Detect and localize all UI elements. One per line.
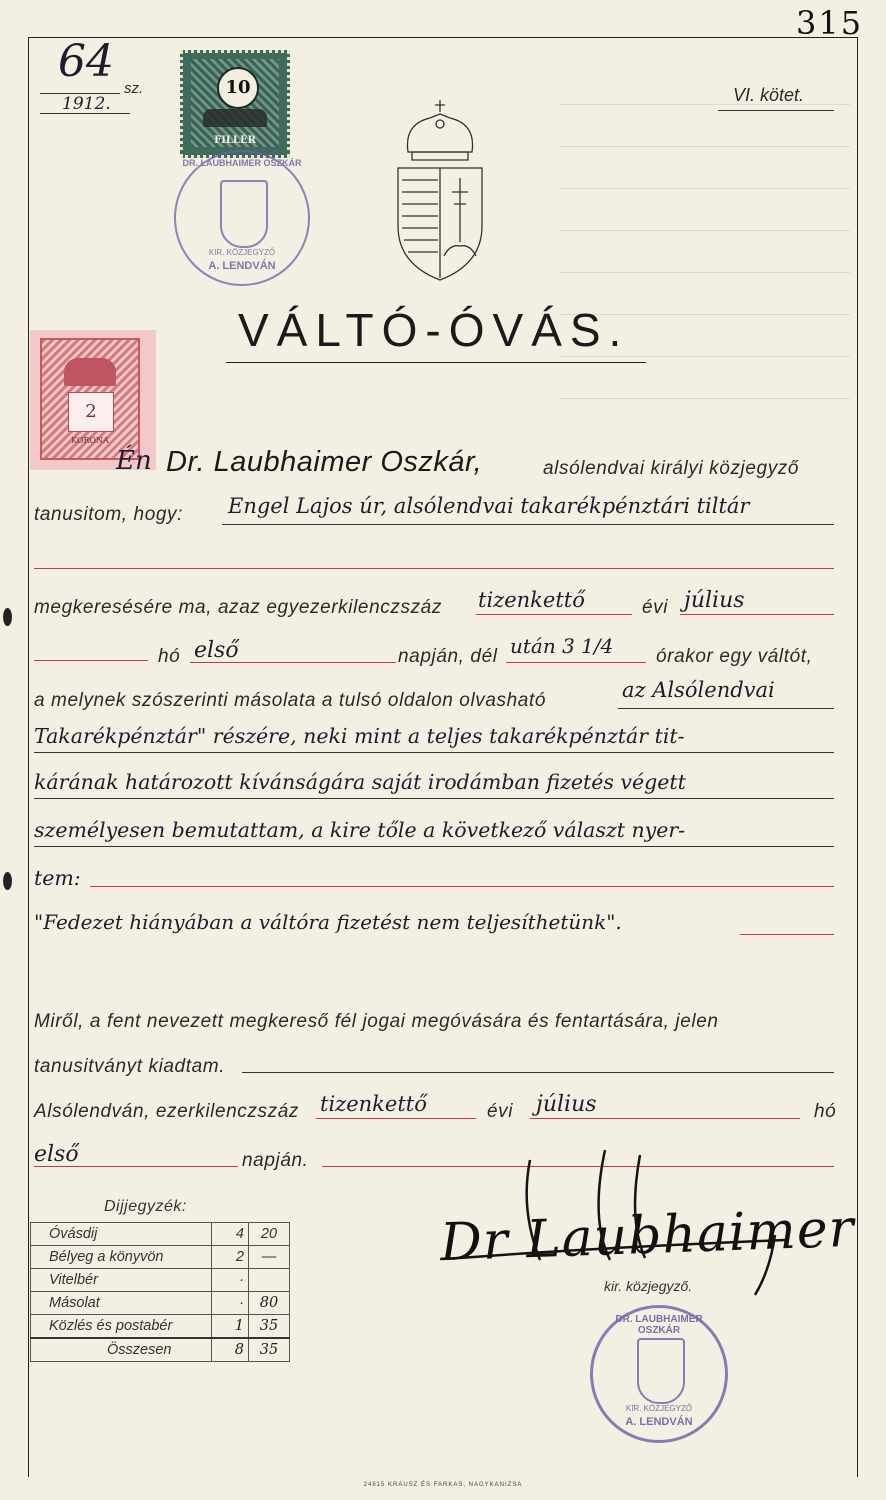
blank-short-red [34, 660, 148, 661]
document-title: VÁLTÓ-ÓVÁS. [238, 304, 630, 356]
hand-en: Én [116, 446, 152, 476]
hungarian-coat-of-arms-icon [390, 96, 490, 286]
fee-amount-korona: 1 [212, 1315, 249, 1339]
fee-label: Óvásdij [31, 1223, 212, 1246]
tanusitom-label: tanusitom, hogy: [34, 504, 184, 525]
fee-label: Közlés és postabér [31, 1315, 212, 1339]
year-line-1 [476, 614, 632, 615]
fee-amount-filler: 35 [249, 1315, 290, 1339]
fee-row [31, 1269, 290, 1292]
signature-title: kir. közjegyző. [604, 1278, 693, 1294]
body-rule-1 [34, 752, 834, 753]
fee-table-title: Dijjegyzék: [104, 1198, 187, 1215]
ho-label-1: hó [158, 646, 181, 667]
stamp-top-value: 10 [225, 77, 251, 98]
body-rule-3 [34, 846, 834, 847]
fee-label: Vitelbér [31, 1269, 212, 1292]
hand-requester: Engel Lajos úr, alsólendvai takarékpénztári tiltár [228, 494, 750, 518]
hand-body-line-1: Takarékpénztár" részére, neki mint a teljes takarékpénztár tit- [34, 724, 685, 748]
body-rule-5-red [740, 934, 834, 935]
fee-label: Bélyeg a könyvön [31, 1246, 212, 1269]
frame-right-border [857, 37, 858, 1477]
megkeresesere-text: megkeresésére ma, azaz egyezerkilenczszáz [34, 597, 442, 618]
printer-imprint: 24815 KRAUSZ ÉS FARKAS, NAGYKANIZSA [363, 1482, 523, 1488]
seal-upper-place: A. LENDVÁN [208, 260, 276, 272]
fee-row [31, 1246, 290, 1269]
blank-line-red [34, 568, 834, 569]
time-line [506, 662, 646, 663]
title-underline [226, 362, 646, 363]
stamp-left-value: 2 [85, 401, 97, 422]
melynek-text: a melynek szószerinti másolata a tulsó oldalon olvasható [34, 690, 547, 711]
fee-row [31, 1292, 290, 1315]
napjan-del-label: napján, dél [398, 646, 498, 667]
fee-amount-korona: · [212, 1292, 249, 1315]
fee-table [30, 1222, 290, 1362]
fee-amount-filler: 80 [249, 1292, 290, 1315]
stamp-top-unit: FILLÉR [214, 135, 256, 146]
hand-month-1: július [684, 588, 745, 613]
coat-of-arms-icon [220, 180, 268, 248]
hand-body-line-4: tem: [34, 866, 81, 890]
record-sz-label: sz. [124, 80, 144, 97]
fee-total-label: Összesen [31, 1338, 212, 1362]
folio-number: 315 [796, 4, 864, 42]
line2-rule [222, 524, 834, 525]
fee-amount-korona: 2 [212, 1246, 249, 1269]
notary-seal-upper [174, 150, 310, 286]
closing-text-1: Miről, a fent nevezett megkereső fél jogai megóvására és fentartására, jelen [34, 1011, 719, 1032]
place-label: Alsólendván, ezerkilenczszáz [34, 1101, 299, 1122]
fee-row [31, 1315, 290, 1339]
notary-title-text: alsólendvai királyi közjegyző [543, 458, 800, 479]
notary-signature: Dr Laubhaimer [439, 1198, 856, 1274]
seal-upper-title: KIR. KÖZJEGYZŐ [208, 248, 276, 257]
seal-lower-name: DR. LAUBHAIMER OSZKÁR [615, 1314, 703, 1336]
hand-year-1: tizenkettő [478, 588, 585, 612]
hand-time: után 3 1/4 [510, 634, 614, 658]
hand-day-2: első [34, 1142, 79, 1167]
punch-hole-icon [3, 872, 12, 890]
signature-flourish-icon [440, 1140, 820, 1300]
fee-amount-korona: · [212, 1269, 249, 1292]
stamp-left-unit: KORONA [71, 436, 109, 445]
fee-row [31, 1223, 290, 1246]
hand-day-1: első [194, 638, 239, 663]
notary-name: Dr. Laubhaimer Oszkár, [166, 446, 483, 478]
show-through-reverse-text [560, 80, 850, 420]
fee-total-row [31, 1338, 290, 1362]
body-rule-2 [34, 798, 834, 799]
record-number: 64 [58, 36, 114, 87]
notary-seal-lower [590, 1305, 728, 1443]
body-rule-4-red [90, 886, 834, 887]
record-year-line [40, 113, 130, 114]
fee-amount-filler: — [249, 1246, 290, 1269]
hand-body-line-5: "Fedezet hiányában a váltóra fizetést nem teljesíthetünk". [34, 910, 622, 934]
punch-hole-icon [3, 608, 12, 626]
volume-label: VI. kötet. [733, 85, 805, 105]
closing-rule [242, 1072, 834, 1073]
hand-az-alsolendvai: az Alsólendvai [622, 678, 775, 702]
fee-amount-korona: 4 [212, 1223, 249, 1246]
line6-rule [618, 708, 834, 709]
year-line-2 [316, 1118, 476, 1119]
closing-text-2: tanusitványt kiadtam. [34, 1056, 226, 1077]
hand-body-line-2: kárának határozott kívánságára saját irodámban fizetés végett [34, 770, 686, 794]
napjan-label-2: napján. [242, 1150, 309, 1171]
seal-lower-title: KIR. KÖZJEGYZŐ [625, 1404, 693, 1413]
month-line-1 [680, 614, 834, 615]
fee-label: Másolat [31, 1292, 212, 1315]
day-line-2 [34, 1166, 238, 1167]
record-year: 1912. [62, 94, 111, 114]
fee-amount-filler: 20 [249, 1223, 290, 1246]
orakor-text: órakor egy váltót, [656, 646, 813, 667]
coat-of-arms-icon [637, 1338, 685, 1404]
evi-label-1: évi [642, 597, 669, 618]
hand-month-2: július [536, 1092, 597, 1117]
ho-label-2: hó [814, 1101, 837, 1122]
frame-left-border [28, 37, 29, 1477]
hand-year-2: tizenkettő [320, 1092, 427, 1116]
fee-total-korona: 8 [212, 1338, 249, 1362]
seal-upper-name: DR. LAUBHAIMER OSZKÁR [182, 158, 302, 168]
frame-top-border [28, 37, 858, 38]
month-line-2 [530, 1118, 800, 1119]
revenue-stamp-10-filler [180, 50, 290, 158]
evi-label-2: évi [487, 1101, 514, 1122]
fee-amount-filler [249, 1269, 290, 1292]
seal-lower-place: A. LENDVÁN [625, 1416, 693, 1428]
day-line-1 [190, 662, 396, 663]
hand-body-line-3: személyesen bemutattam, a kire tőle a következő választ nyer- [34, 818, 686, 842]
fee-total-filler: 35 [249, 1338, 290, 1362]
